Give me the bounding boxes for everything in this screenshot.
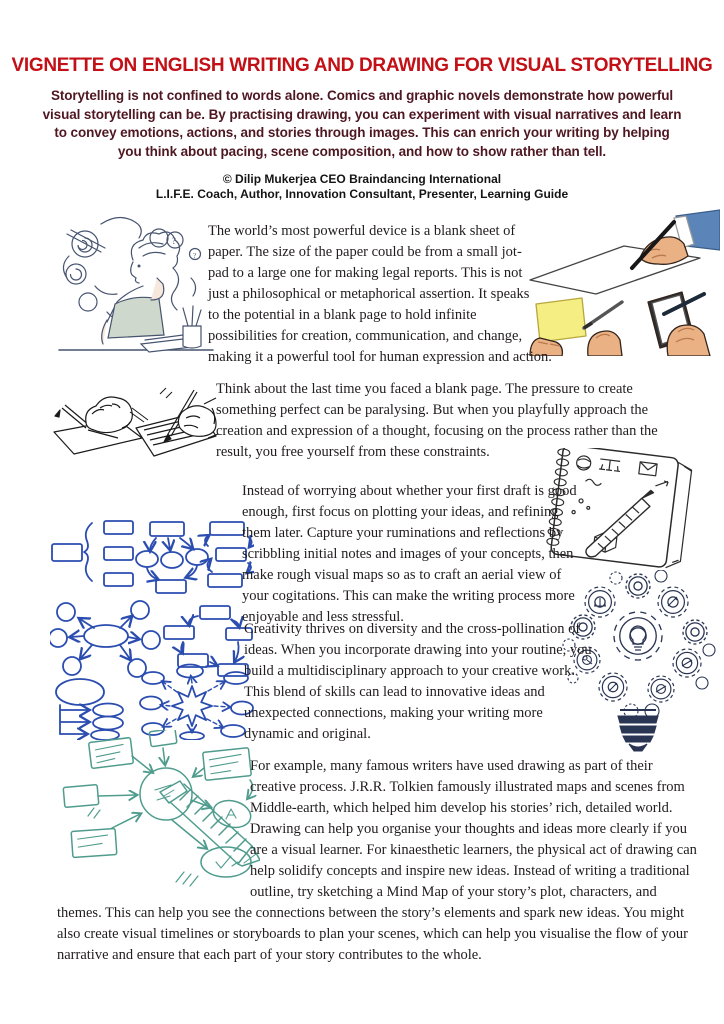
thinking-woman-illustration <box>55 208 217 370</box>
paragraph-famous-writers <box>57 756 702 966</box>
page-title: VIGNETTE ON ENGLISH WRITING AND DRAWING FOR VISUAL STORYTELLING <box>11 55 713 76</box>
text-wrap-spacer <box>57 523 242 628</box>
text-wrap-spacer <box>538 221 673 347</box>
intro-paragraph: Storytelling is not confined to words alone. Comics and graphic novels demonstrate how powerful visual storytelling can be. By practising drawing, you can experiment with visual narratives and learn to convey emotions, actions, and stories through images. This can enrich your writing by helping you think about pacing, scene composition, and how to show rather than tell. <box>42 88 682 159</box>
ink-hands-illustration <box>52 378 218 464</box>
paragraph-text: The world’s most powerful device is a blank sheet of paper. The size of the paper could be from a small jot-pad to a large one for making legal reports. This is not just a philosophical or metaphorical assertion. It speaks to the potential in a blank page to hold infinite possibilities for creation, communication, and change, making it a powerful tool for human expression and action. <box>208 223 552 365</box>
credit-block <box>0 172 724 202</box>
paragraph-blank-page <box>216 379 686 463</box>
paragraph-text: For example, many famous writers have used drawing as part of their creative process. J.R.R. Tolkien famously illustrated maps and scenes from Middle-earth, which helped him develop his stories’ rich, detailed world. Drawing can help you organise your thoughts and ideas more clearly if you are a visual learner. For kinaesthetic learners, the physical act of drawing can help solidify concepts and inspire new ideas. Instead of writing a traditional outline, try sketching a Mind Map of your story’s plot, characters, and themes. This can help you see the connections between the story’s elements and spark new ideas. You might also create visual timelines or storyboards to plan your scenes, which can help you visualise the flow of your narrative and ensure that each part of your story contributes to the whole. <box>57 758 697 963</box>
paragraph-blank-sheet <box>208 221 673 368</box>
paragraph-text: Creativity thrives on diversity and the cross-pollination of ideas. When you incorporate drawing into your routine, you build a multidisciplinary approach to your creative work. This blend of skills can lead to innovative ideas and unexpected connections, making your writing more dynamic and original. <box>244 621 592 742</box>
paragraph-first-draft <box>57 481 587 628</box>
paragraph-text: Instead of worrying about whether your first draft is good enough, first focus on plotting your ideas, and refining them later. Capture your ruminations and reflections by scribbling initial notes and images of your concepts, then make rough visual maps so as to craft an aerial view of your cogitations. This can make the writing process more enjoyable and less stressful. <box>242 483 577 625</box>
question-mark-icon: ? <box>172 236 176 246</box>
paragraph-creativity <box>244 619 596 745</box>
credit-line-1: © Dilip Mukerjea CEO Braindancing International <box>222 172 502 186</box>
credit-line-2: L.I.F.E. Coach, Author, Innovation Consultant, Presenter, Learning Guide <box>155 187 569 201</box>
paragraph-text: Think about the last time you faced a blank page. The pressure to create something perfect can be paralysing. But when you playfully approach the creation and expression of a thought, focusing on the process rather than the result, you free yourself from these constraints. <box>216 381 658 460</box>
text-wrap-spacer <box>57 756 250 885</box>
question-mark-icon: ? <box>193 252 197 260</box>
